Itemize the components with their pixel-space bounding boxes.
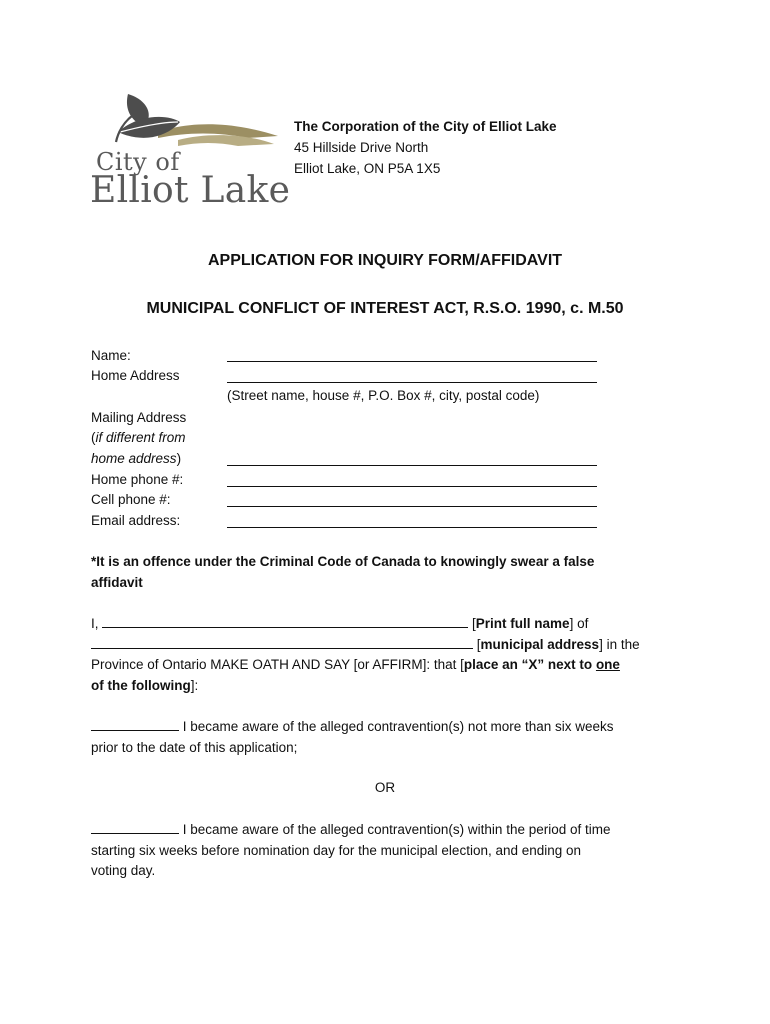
print-full-name-label: Print full name <box>475 616 570 631</box>
warning-line-1: *It is an offence under the Criminal Code of Canada to knowingly swear a false <box>91 554 595 569</box>
corporation-city: Elliot Lake, ON P5A 1X5 <box>294 161 441 176</box>
municipal-address-blank[interactable] <box>91 636 473 649</box>
oath-of: of <box>577 616 589 631</box>
mailing-note-2: home address) <box>91 451 182 466</box>
email-field-line[interactable] <box>227 527 597 528</box>
mailing-address-label: Mailing Address <box>91 410 187 425</box>
oath-i: I, <box>91 616 99 631</box>
cell-phone-label: Cell phone #: <box>91 492 171 507</box>
oath-line-2: [municipal address] in the <box>91 635 681 656</box>
oath-line-1: I, [Print full name] of <box>91 616 589 631</box>
home-address-label: Home Address <box>91 368 180 383</box>
oath-close: ]: <box>190 677 199 693</box>
form-title: APPLICATION FOR INQUIRY FORM/AFFIDAVIT <box>207 252 563 269</box>
full-name-blank[interactable] <box>102 615 468 628</box>
home-phone-label: Home phone #: <box>91 472 184 487</box>
oath-one: one <box>595 657 620 673</box>
of-the-following: of the following <box>91 677 191 693</box>
address-hint: (Street name, house #, P.O. Box #, city, postal code) <box>227 388 540 403</box>
oath-line-4 <box>91 676 681 697</box>
option-1-checkbox-blank[interactable] <box>91 718 179 731</box>
name-field-line[interactable] <box>227 361 597 362</box>
logo-city-of: City of <box>96 148 180 176</box>
warning-line-2: affidavit <box>91 574 143 590</box>
place-x-instruction: place an “X” next to <box>463 657 593 673</box>
oath-in-the: in the <box>606 636 640 652</box>
mailing-note-1: (if different from <box>91 430 186 445</box>
or-separator: OR <box>374 780 396 795</box>
option-2-line-1 <box>91 820 681 841</box>
option-1-text-1: I became aware of the alleged contravention(s) not more than six weeks <box>182 719 614 734</box>
option-1 <box>91 717 681 758</box>
option-2-text-3: voting day. <box>91 863 156 879</box>
option-2-text-2: starting six weeks before nomination day for the municipal election, and ending on <box>91 842 582 858</box>
oath-province: Province of Ontario MAKE OATH AND SAY [or AFFIRM]: that [ <box>91 657 464 673</box>
option-2 <box>91 820 681 882</box>
corporation-address <box>294 116 557 179</box>
option-1-text-2: prior to the date of this application; <box>91 739 298 755</box>
if-different-text: if different from <box>95 430 186 445</box>
home-address-field-line[interactable] <box>227 382 597 383</box>
option-2-checkbox-blank[interactable] <box>91 821 179 834</box>
corporation-name: The Corporation of the City of Elliot Lake <box>294 119 557 134</box>
option-2-text-1: I became aware of the alleged contravention(s) within the period of time <box>182 822 611 837</box>
oath-line-3 <box>91 655 681 676</box>
email-label: Email address: <box>91 513 181 528</box>
offence-warning <box>91 552 681 593</box>
home-phone-field-line[interactable] <box>227 486 597 487</box>
name-label: Name: <box>91 348 131 363</box>
cell-phone-field-line[interactable] <box>227 506 597 507</box>
logo-elliot-lake: Elliot Lake <box>90 170 291 211</box>
option-1-line-1 <box>91 717 681 738</box>
municipal-address-label: municipal address <box>480 636 600 652</box>
corporation-street: 45 Hillside Drive North <box>294 140 429 155</box>
home-address-text: home address <box>91 451 177 466</box>
form-subtitle: MUNICIPAL CONFLICT OF INTEREST ACT, R.S.O. 1990, c. M.50 <box>146 300 624 317</box>
mailing-address-field-line[interactable] <box>227 465 597 466</box>
oath-paragraph <box>91 614 681 696</box>
